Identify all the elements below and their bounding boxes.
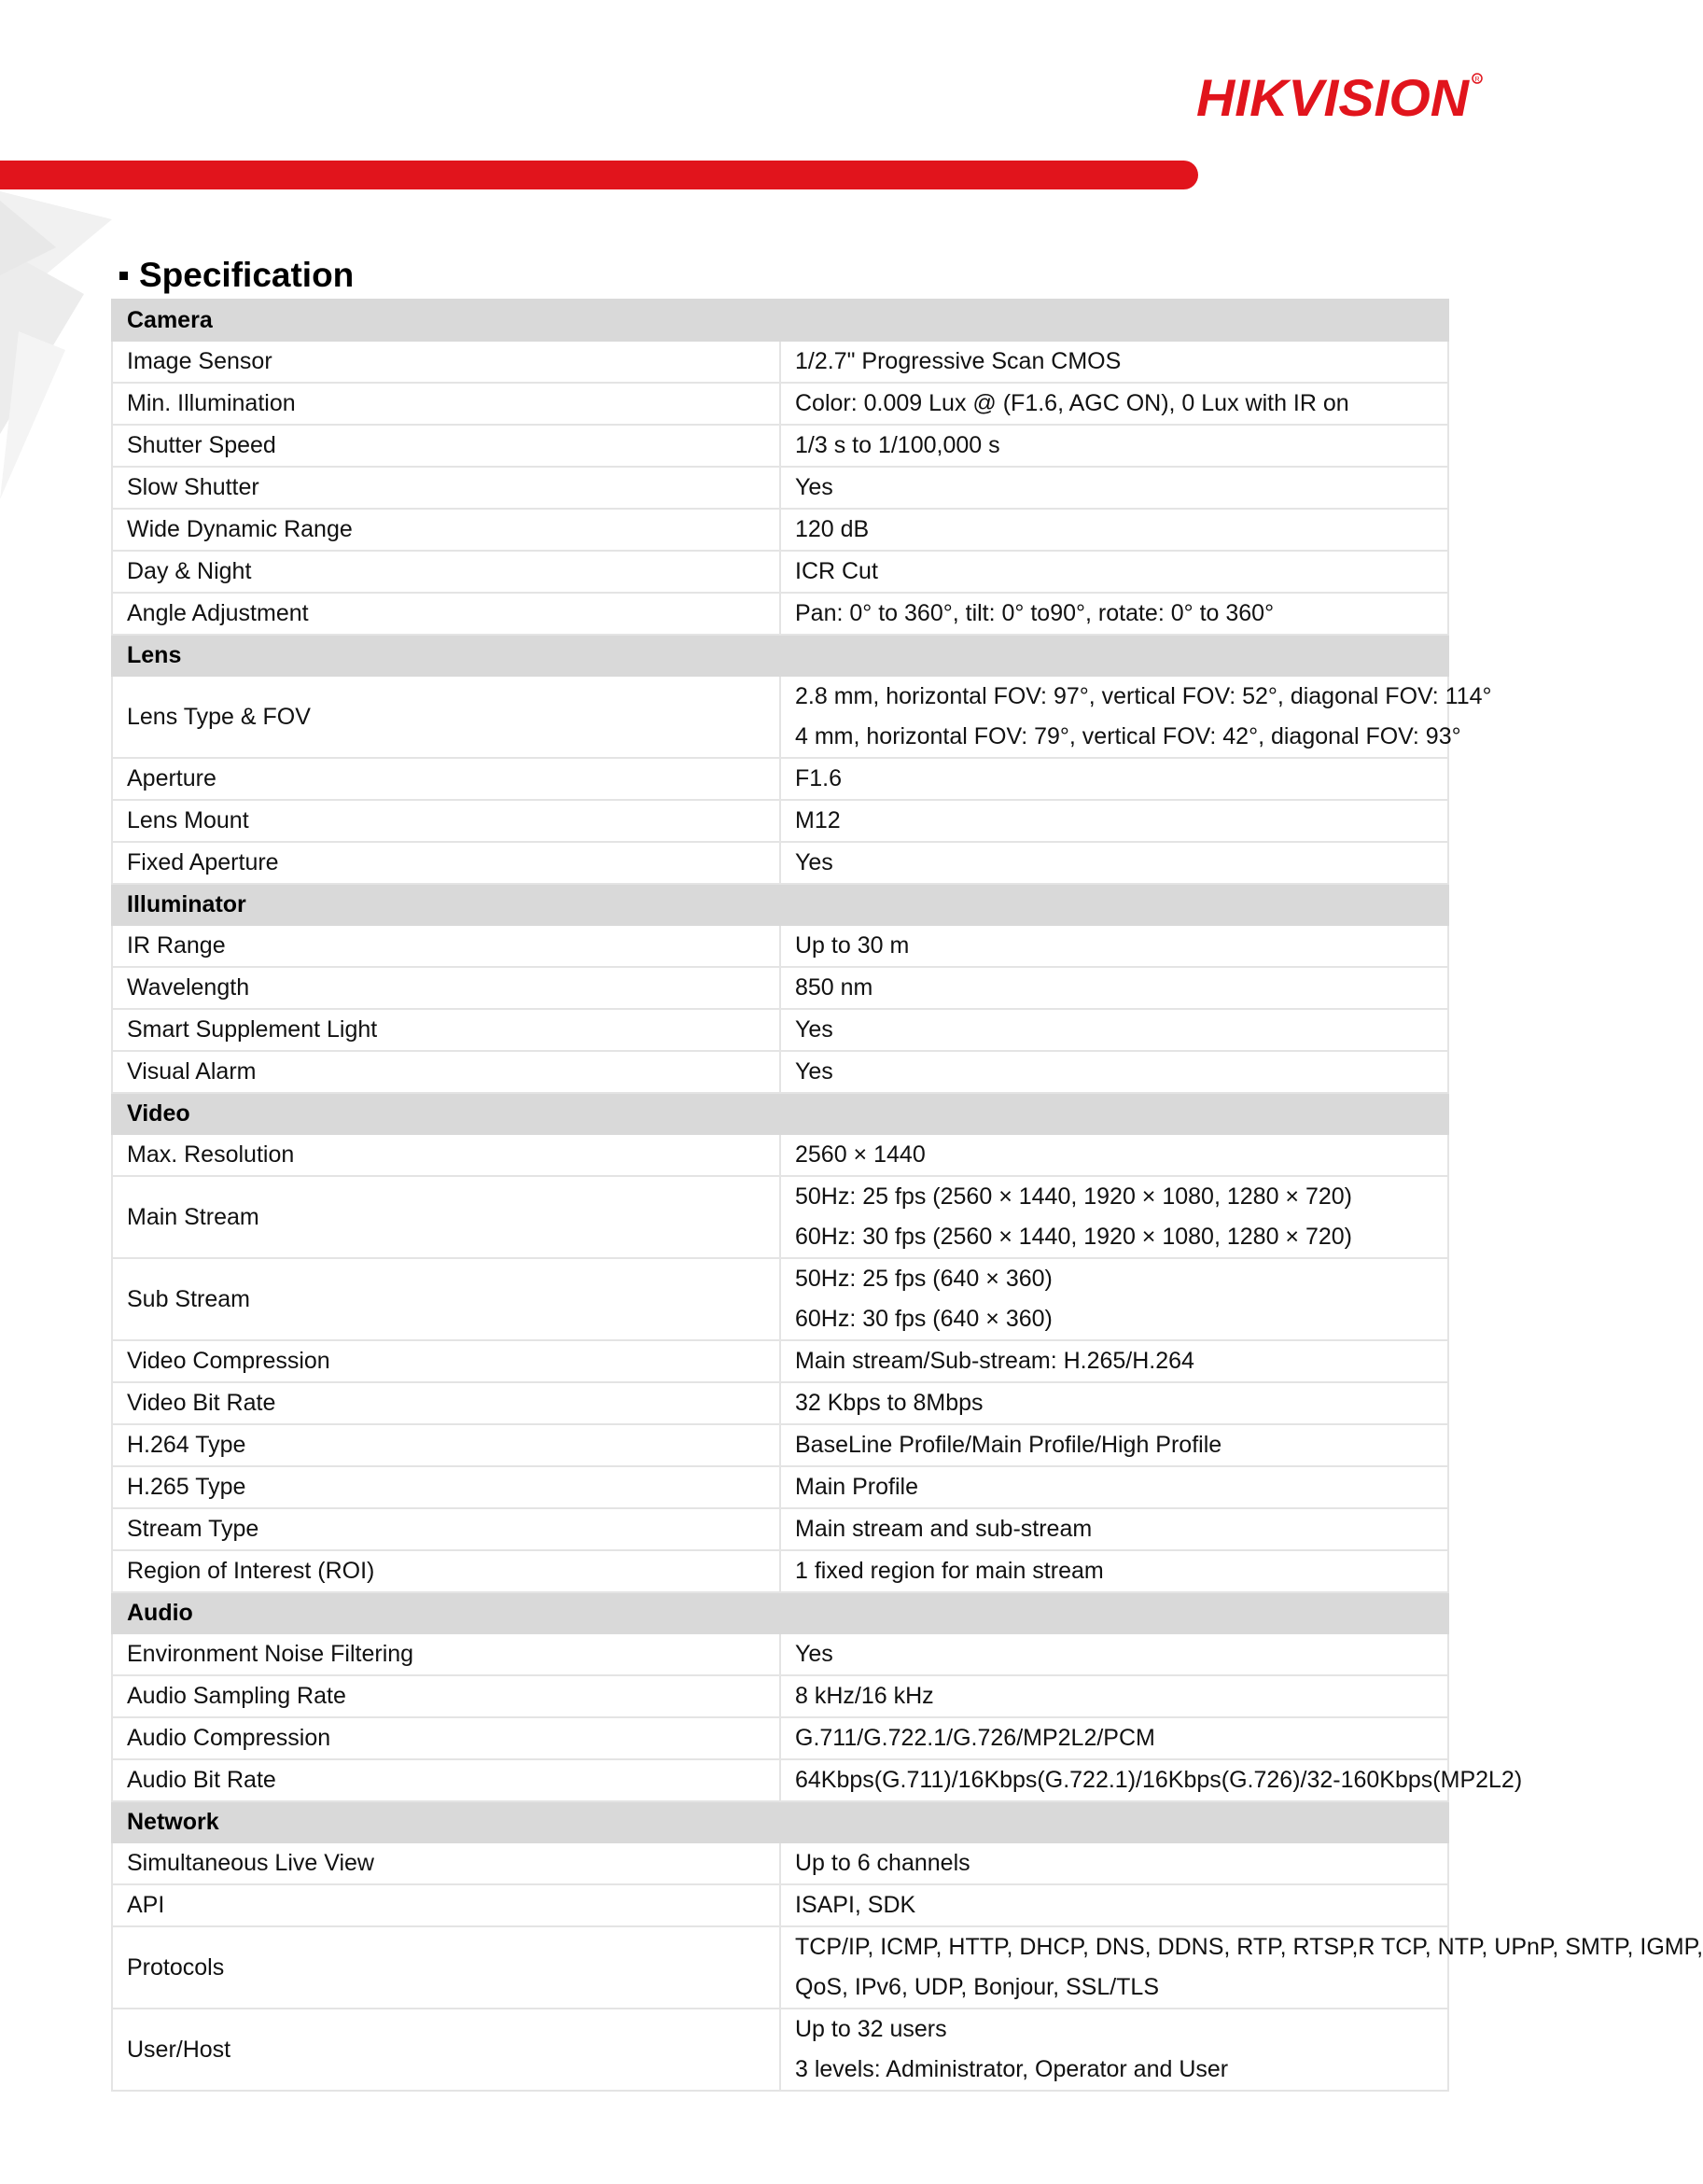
spec-label: Lens Type & FOV xyxy=(112,676,780,758)
spec-value: Yes xyxy=(795,474,833,500)
spec-label: H.264 Type xyxy=(112,1424,780,1466)
spec-label: Fixed Aperture xyxy=(112,842,780,884)
spec-label: Aperture xyxy=(112,758,780,800)
spec-label: Day & Night xyxy=(112,551,780,593)
spec-value: Main stream/Sub-stream: H.265/H.264 xyxy=(795,1348,1194,1374)
spec-value-cell xyxy=(780,800,1448,842)
spec-value-cell xyxy=(780,1340,1448,1382)
spec-value: ICR Cut xyxy=(795,558,878,584)
spec-value-cell xyxy=(780,1926,1703,2009)
spec-value: G.711/G.722.1/G.726/MP2L2/PCM xyxy=(795,1725,1155,1751)
spec-value: 50Hz: 25 fps (2560 × 1440, 1920 × 1080, 1280 × 720) xyxy=(795,1183,1352,1210)
spec-label: Stream Type xyxy=(112,1508,780,1550)
spec-label: Video Compression xyxy=(112,1340,780,1382)
spec-row xyxy=(112,467,1448,509)
spec-value-cell xyxy=(780,551,1448,593)
section-title: Illuminator xyxy=(112,884,1448,925)
spec-label: Smart Supplement Light xyxy=(112,1009,780,1051)
spec-value-cell xyxy=(780,1508,1448,1550)
spec-row xyxy=(112,1176,1448,1258)
spec-row xyxy=(112,1550,1448,1592)
spec-value: 60Hz: 30 fps (640 × 360) xyxy=(795,1306,1053,1332)
spec-value-cell xyxy=(780,467,1448,509)
spec-value-cell xyxy=(780,1466,1448,1508)
spec-row xyxy=(112,341,1448,383)
section-title: Audio xyxy=(112,1592,1448,1633)
section-title: Video xyxy=(112,1093,1448,1134)
spec-value-cell xyxy=(780,1176,1448,1258)
spec-label: Image Sensor xyxy=(112,341,780,383)
spec-value-cell xyxy=(780,1051,1448,1093)
spec-value: 32 Kbps to 8Mbps xyxy=(795,1390,984,1416)
title-bullet-icon xyxy=(119,272,128,280)
spec-value: Yes xyxy=(795,1641,833,1667)
spec-value: ISAPI, SDK xyxy=(795,1892,916,1918)
spec-row xyxy=(112,1424,1448,1466)
section-header-row xyxy=(112,1801,1448,1842)
spec-label: Wavelength xyxy=(112,967,780,1009)
spec-row xyxy=(112,1466,1448,1508)
spec-value: Main Profile xyxy=(795,1474,918,1500)
spec-label: Visual Alarm xyxy=(112,1051,780,1093)
spec-row xyxy=(112,1009,1448,1051)
spec-value: 850 nm xyxy=(795,974,873,1001)
spec-label: Angle Adjustment xyxy=(112,593,780,635)
spec-row xyxy=(112,1926,1448,2009)
spec-value: 50Hz: 25 fps (640 × 360) xyxy=(795,1266,1053,1292)
spec-row xyxy=(112,800,1448,842)
spec-value-cell xyxy=(780,1134,1448,1176)
spec-label: Sub Stream xyxy=(112,1258,780,1340)
spec-value-cell xyxy=(780,1675,1448,1717)
spec-value-cell xyxy=(780,341,1448,383)
spec-value: Yes xyxy=(795,1058,833,1085)
spec-value: 2.8 mm, horizontal FOV: 97°, vertical FOV: 52°, diagonal FOV: 114° xyxy=(795,683,1492,709)
svg-text:R: R xyxy=(1474,77,1480,83)
spec-value: 1 fixed region for main stream xyxy=(795,1558,1104,1584)
spec-label: API xyxy=(112,1884,780,1926)
spec-row xyxy=(112,967,1448,1009)
spec-value: Color: 0.009 Lux @ (F1.6, AGC ON), 0 Lux with IR on xyxy=(795,390,1349,416)
spec-value: M12 xyxy=(795,807,841,833)
spec-value: QoS, IPv6, UDP, Bonjour, SSL/TLS xyxy=(795,1974,1160,2000)
spec-value: 4 mm, horizontal FOV: 79°, vertical FOV: 42°, diagonal FOV: 93° xyxy=(795,723,1461,749)
spec-value: 8 kHz/16 kHz xyxy=(795,1683,934,1709)
spec-value-cell xyxy=(780,842,1448,884)
spec-label: Audio Bit Rate xyxy=(112,1759,780,1801)
spec-value: Pan: 0° to 360°, tilt: 0° to90°, rotate: 0° to 360° xyxy=(795,600,1275,626)
spec-value: TCP/IP, ICMP, HTTP, DHCP, DNS, DDNS, RTP, RTSP,R TCP, NTP, UPnP, SMTP, IGMP, xyxy=(795,1934,1703,1960)
spec-value: Yes xyxy=(795,849,833,875)
spec-value-cell xyxy=(780,1842,1448,1884)
section-header-row xyxy=(112,300,1448,341)
spec-value: 64Kbps(G.711)/16Kbps(G.722.1)/16Kbps(G.726)/32-160Kbps(MP2L2) xyxy=(795,1767,1523,1793)
spec-value-cell xyxy=(780,1382,1448,1424)
spec-label: Shutter Speed xyxy=(112,425,780,467)
spec-label: Main Stream xyxy=(112,1176,780,1258)
spec-row xyxy=(112,593,1448,635)
section-header-row xyxy=(112,635,1448,676)
spec-row xyxy=(112,1051,1448,1093)
section-header-row xyxy=(112,1093,1448,1134)
spec-label: Video Bit Rate xyxy=(112,1382,780,1424)
spec-row xyxy=(112,551,1448,593)
spec-row xyxy=(112,925,1448,967)
spec-row xyxy=(112,1508,1448,1550)
spec-label: Simultaneous Live View xyxy=(112,1842,780,1884)
section-title: Lens xyxy=(112,635,1448,676)
spec-label: Environment Noise Filtering xyxy=(112,1633,780,1675)
spec-label: Max. Resolution xyxy=(112,1134,780,1176)
spec-row xyxy=(112,1382,1448,1424)
section-header-row xyxy=(112,1592,1448,1633)
spec-label: H.265 Type xyxy=(112,1466,780,1508)
spec-value-cell xyxy=(780,1009,1448,1051)
spec-value: 1/3 s to 1/100,000 s xyxy=(795,432,1000,458)
section-title: Network xyxy=(112,1801,1448,1842)
spec-value-cell xyxy=(780,1550,1448,1592)
spec-label: Slow Shutter xyxy=(112,467,780,509)
spec-value: 2560 × 1440 xyxy=(795,1141,926,1168)
spec-label: Wide Dynamic Range xyxy=(112,509,780,551)
spec-value: Up to 6 channels xyxy=(795,1850,970,1876)
specification-table xyxy=(111,299,1703,2092)
section-header-row xyxy=(112,884,1448,925)
spec-value-cell xyxy=(780,1258,1448,1340)
page-title-text: Specification xyxy=(139,256,355,294)
spec-label: Region of Interest (ROI) xyxy=(112,1550,780,1592)
spec-row xyxy=(112,383,1448,425)
spec-value: 60Hz: 30 fps (2560 × 1440, 1920 × 1080, 1280 × 720) xyxy=(795,1224,1352,1250)
specification-table-body xyxy=(112,300,1703,2091)
spec-value-cell xyxy=(780,1759,1523,1801)
spec-value: Up to 32 users xyxy=(795,2016,947,2042)
spec-row xyxy=(112,1258,1448,1340)
spec-label: User/Host xyxy=(112,2009,780,2091)
spec-row xyxy=(112,425,1448,467)
spec-value-cell xyxy=(780,1424,1448,1466)
header-red-bar xyxy=(0,161,1198,189)
spec-value-cell xyxy=(780,593,1448,635)
section-title: Camera xyxy=(112,300,1448,341)
spec-label: Audio Compression xyxy=(112,1717,780,1759)
spec-row xyxy=(112,1759,1448,1801)
spec-value: F1.6 xyxy=(795,765,843,791)
spec-value: 1/2.7" Progressive Scan CMOS xyxy=(795,348,1122,374)
spec-value-cell xyxy=(780,676,1492,758)
spec-row xyxy=(112,1675,1448,1717)
spec-value: Up to 30 m xyxy=(795,932,910,959)
spec-row xyxy=(112,1134,1448,1176)
spec-value: Main stream and sub-stream xyxy=(795,1516,1093,1542)
spec-value-cell xyxy=(780,2009,1448,2091)
spec-row xyxy=(112,1633,1448,1675)
spec-value: BaseLine Profile/Main Profile/High Profile xyxy=(795,1432,1222,1458)
spec-value-cell xyxy=(780,967,1448,1009)
spec-row xyxy=(112,1884,1448,1926)
spec-value-cell xyxy=(780,758,1448,800)
spec-label: IR Range xyxy=(112,925,780,967)
page-title xyxy=(119,250,354,301)
spec-value: Yes xyxy=(795,1016,833,1043)
spec-row xyxy=(112,2009,1448,2091)
spec-value-cell xyxy=(780,1717,1448,1759)
spec-value: 120 dB xyxy=(795,516,870,542)
spec-label: Min. Illumination xyxy=(112,383,780,425)
spec-label: Audio Sampling Rate xyxy=(112,1675,780,1717)
spec-row xyxy=(112,1842,1448,1884)
spec-value-cell xyxy=(780,425,1448,467)
spec-row xyxy=(112,676,1448,758)
spec-value: 3 levels: Administrator, Operator and User xyxy=(795,2056,1229,2082)
logo-text: HIKVISION xyxy=(1196,68,1471,127)
spec-label: Protocols xyxy=(112,1926,780,2009)
spec-row xyxy=(112,1717,1448,1759)
spec-value-cell xyxy=(780,925,1448,967)
spec-row xyxy=(112,842,1448,884)
spec-value-cell xyxy=(780,383,1448,425)
spec-value-cell xyxy=(780,1884,1448,1926)
hikvision-logo xyxy=(1194,67,1484,129)
spec-row xyxy=(112,509,1448,551)
spec-row xyxy=(112,1340,1448,1382)
spec-row xyxy=(112,758,1448,800)
spec-value-cell xyxy=(780,1633,1448,1675)
spec-label: Lens Mount xyxy=(112,800,780,842)
spec-value-cell xyxy=(780,509,1448,551)
